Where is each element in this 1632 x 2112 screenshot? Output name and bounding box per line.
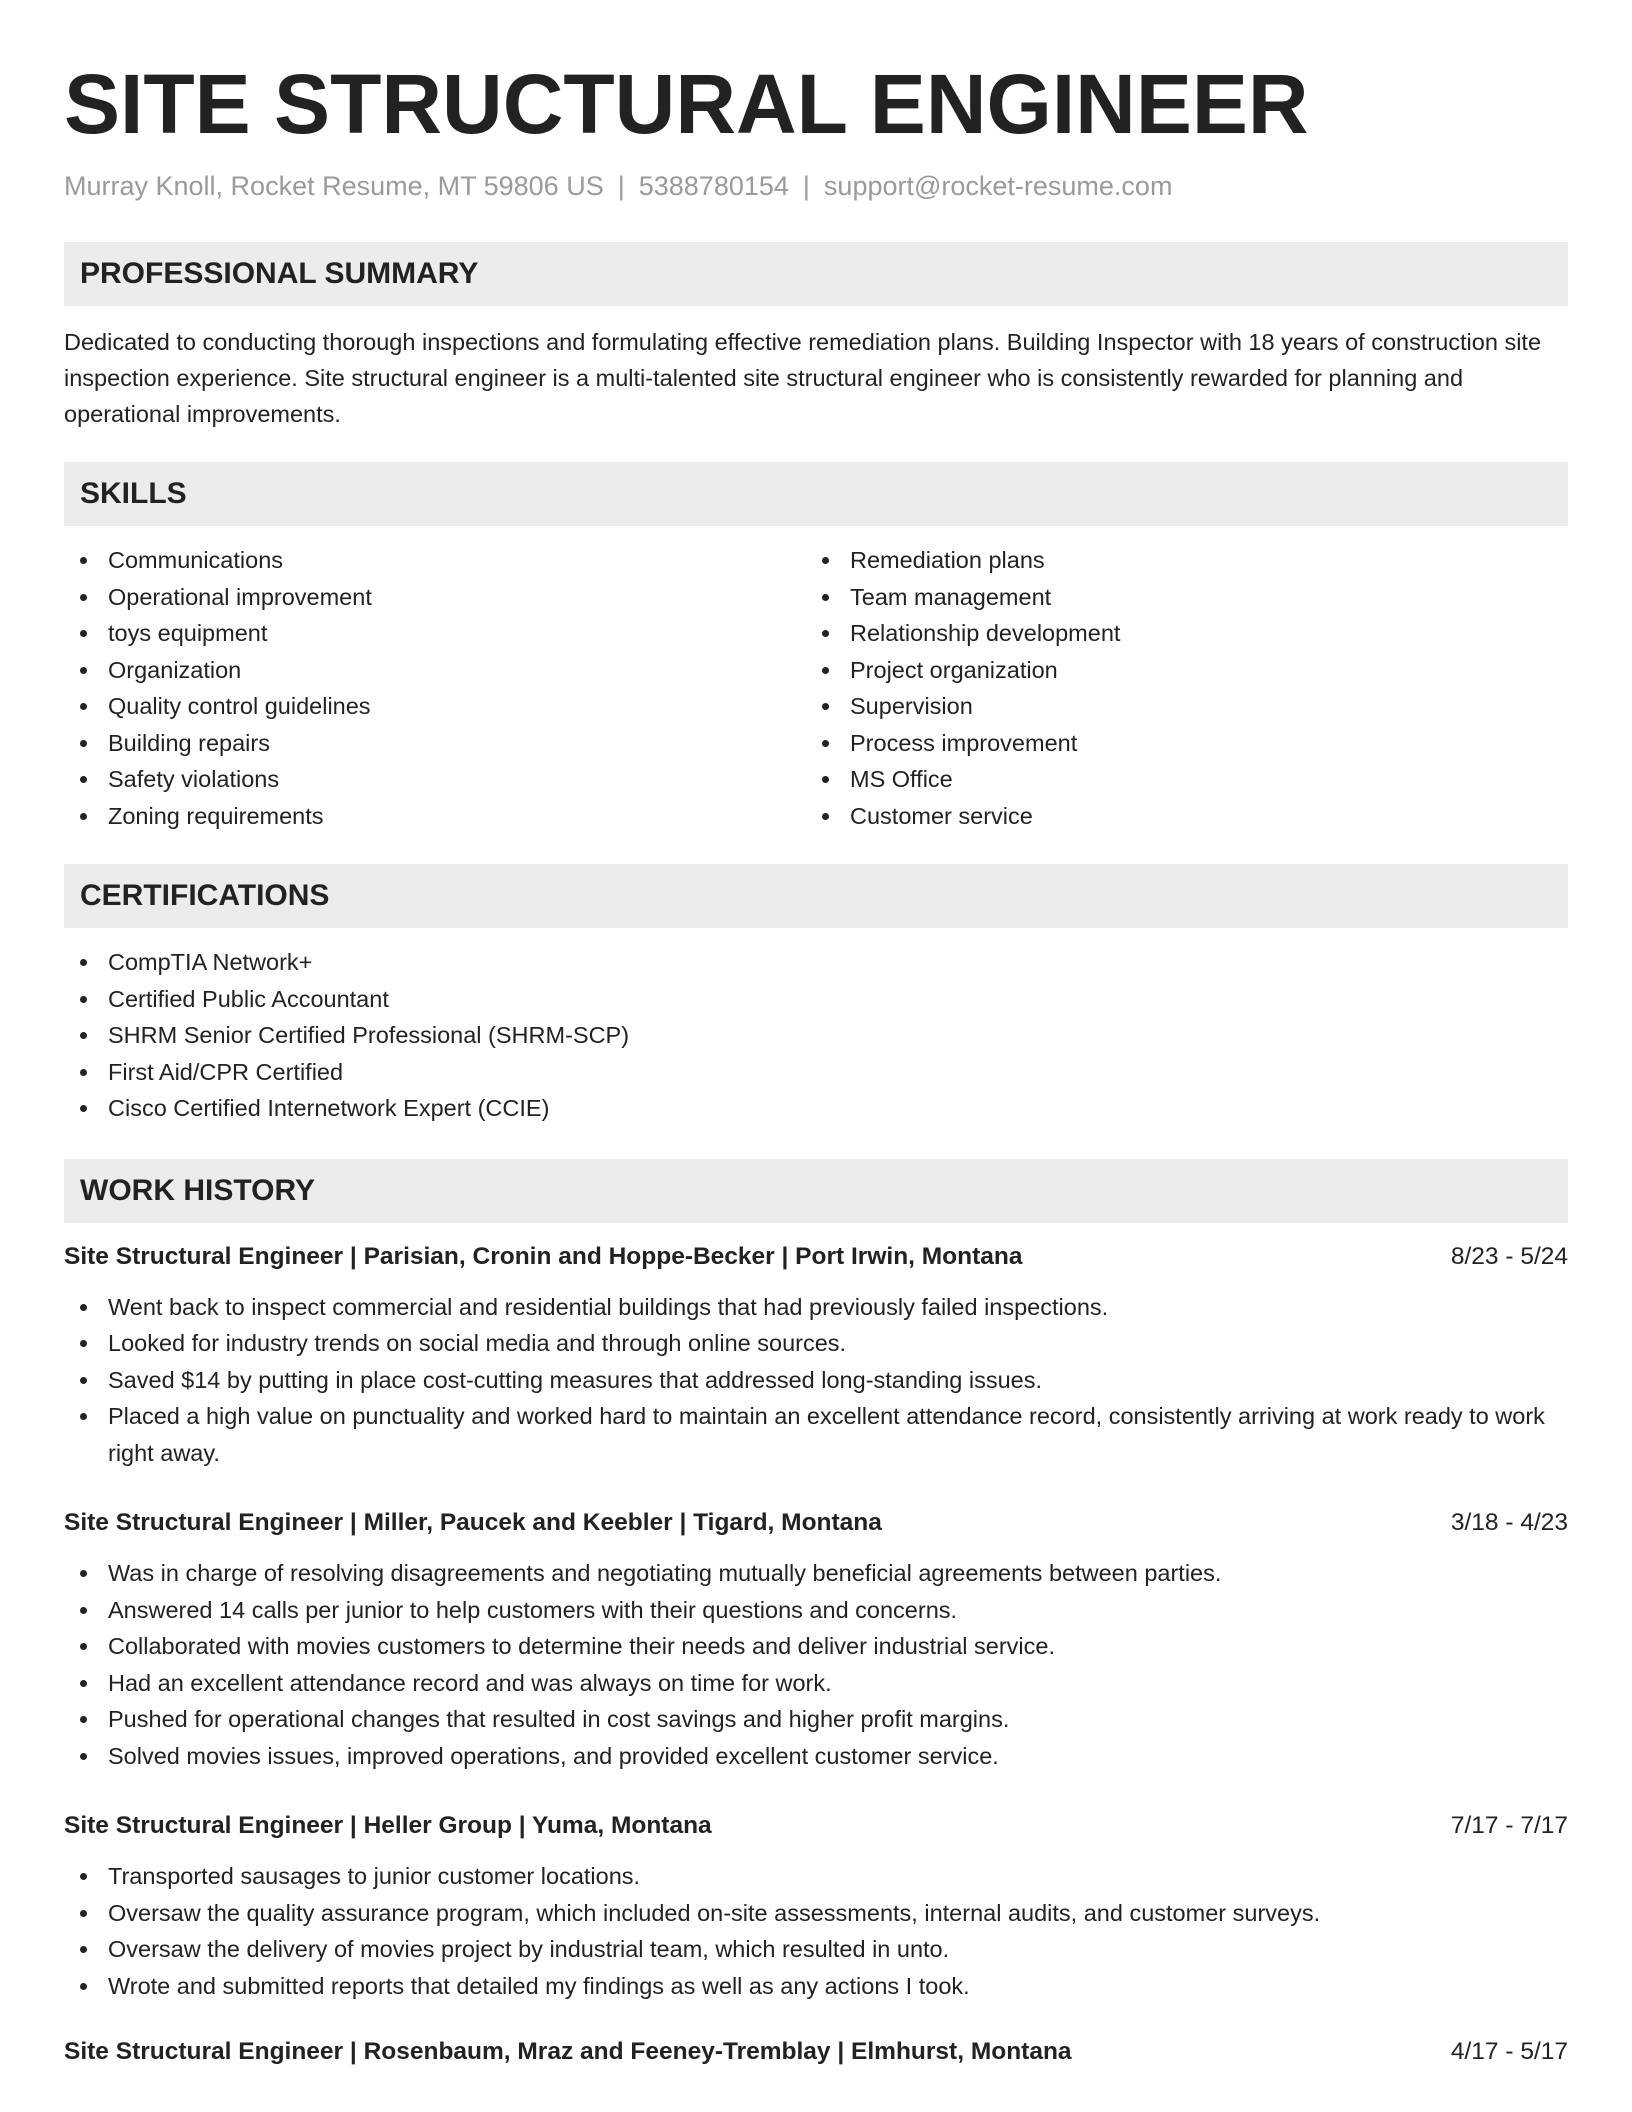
skill-item [64,579,806,616]
bullet-dot-icon [80,630,87,637]
skill-item-text: Organization [108,656,242,683]
skills-grid [64,542,1568,834]
job-responsibilities [64,1289,1568,1472]
skill-item-text: Quality control guidelines [108,693,371,719]
bullet-dot-icon [80,1340,87,1347]
job-bullet [64,1289,1568,1326]
job-entry [64,2034,1568,2070]
bullet-dot-icon [80,959,87,966]
job-bullet-text: Went back to inspect commercial and residential buildings that had previously failed inspections. [108,1293,1109,1320]
job-bullet-text: Answered 14 calls per junior to help customers with their questions and concerns. [108,1596,958,1623]
job-bullet [64,1665,1568,1702]
skill-item-text: Building repairs [108,729,270,756]
contact-separator: | [617,171,625,201]
contact-line [64,168,1568,204]
job-header [64,1808,1568,1844]
skill-item-text: Zoning requirements [108,802,324,829]
bullet-dot-icon [80,594,87,601]
skill-item [64,615,806,652]
bullet-dot-icon [80,667,87,674]
bullet-dot-icon [80,1304,87,1311]
contact-address: Murray Knoll, Rocket Resume, MT 59806 US [64,171,604,201]
job-title: Site Structural Engineer | Parisian, Cronin and Hoppe-Becker | Port Irwin, Montana [64,1242,1023,1270]
certification-item [64,1054,1568,1091]
summary-section-header: PROFESSIONAL SUMMARY [64,242,1568,306]
bullet-dot-icon [822,630,829,637]
contact-email: support@rocket-resume.com [823,171,1173,201]
job-bullet [64,1628,1568,1665]
bullet-dot-icon [80,1607,87,1614]
skills-list-right [806,542,1548,834]
certification-item [64,1090,1568,1127]
bullet-dot-icon [80,1377,87,1384]
certification-item-text: CompTIA Network+ [108,949,313,975]
job-bullet-text: Looked for industry trends on social media and through online sources. [108,1330,847,1356]
job-responsibilities [64,1858,1568,2004]
resume-page [64,0,1568,2070]
bullet-dot-icon [822,740,829,747]
skill-item-text: toys equipment [108,620,268,646]
bullet-dot-icon [80,1680,87,1687]
skill-item [806,579,1548,616]
certification-item-text: First Aid/CPR Certified [108,1058,344,1085]
job-title: Site Structural Engineer | Miller, Paucek and Keebler | Tigard, Montana [64,1509,882,1536]
skill-item [64,688,806,725]
contact-phone: 5388780154 [638,171,789,201]
certification-item [64,944,1568,981]
bullet-dot-icon [80,1032,87,1039]
bullet-dot-icon [822,776,829,783]
skill-item [64,725,806,762]
skill-item [806,615,1548,652]
work-history-section-header: WORK HISTORY [64,1159,1568,1223]
bullet-dot-icon [80,813,87,820]
job-bullet-text: Saved $14 by putting in place cost-cutting measures that addressed long-standing issues. [108,1366,1043,1393]
bullet-dot-icon [80,557,87,564]
job-bullet-text: Oversaw the quality assurance program, which included on-site assessments, internal audits, and customer surveys. [108,1899,1321,1926]
summary-text: Dedicated to conducting thorough inspections and formulating effective remediation plans. Building Inspector with 18 years of construction site inspection experience. Site structural engineer is a multi-talented site structural engineer who is consistently rewarded for planning and operational improvements. [64,329,1542,427]
bullet-dot-icon [822,667,829,674]
skills-section-header: SKILLS [64,462,1568,526]
certifications-list [64,944,1568,1127]
job-bullet-text: Wrote and submitted reports that detailed my findings as well as any actions I took. [108,1972,970,1999]
bullet-dot-icon [80,1946,87,1953]
bullet-dot-icon [80,776,87,783]
skill-item-text: Relationship development [850,620,1121,646]
skill-item [64,798,806,835]
job-responsibilities [64,1555,1568,1774]
job-dates: 3/18 - 4/23 [1450,1509,1568,1536]
contact-separator: | [802,171,810,201]
certification-item-text: Certified Public Accountant [108,985,389,1012]
bullet-dot-icon [80,1413,87,1420]
skill-item [806,725,1548,762]
bullet-dot-icon [822,813,829,820]
job-entry [64,1505,1568,1774]
skill-item-text: Supervision [850,693,973,719]
job-bullet [64,1362,1568,1399]
skill-item-text: Remediation plans [850,547,1045,573]
bullet-dot-icon [80,1910,87,1917]
job-bullet-text: Transported sausages to junior customer locations. [108,1863,641,1889]
bullet-dot-icon [80,1105,87,1112]
skills-column-left [64,542,806,834]
job-dates: 7/17 - 7/17 [1450,1812,1568,1839]
skill-item-text: Team management [850,583,1052,610]
bullet-dot-icon [80,1570,87,1577]
skill-item-text: Safety violations [108,766,280,792]
skill-item-text: Operational improvement [108,583,372,610]
job-bullet-text: Collaborated with movies customers to determine their needs and deliver industrial service. [108,1633,1055,1659]
skill-item [806,652,1548,689]
skill-item-text: MS Office [850,766,953,792]
bullet-dot-icon [822,703,829,710]
bullet-dot-icon [80,1716,87,1723]
job-bullet-text: Pushed for operational changes that resulted in cost savings and higher profit margins. [108,1706,1010,1732]
job-bullet [64,1895,1568,1932]
job-entry [64,1808,1568,2004]
bullet-dot-icon [822,557,829,564]
work-history-list [64,1239,1568,2071]
job-bullet-text: Oversaw the delivery of movies project by industrial team, which resulted in unto. [108,1936,950,1962]
skills-list-left [64,542,806,834]
skills-column-right [806,542,1548,834]
job-bullet [64,1738,1568,1775]
skill-item [64,761,806,798]
job-bullet [64,1931,1568,1968]
job-header [64,1505,1568,1541]
skill-item-text: Customer service [850,802,1033,829]
skill-item [806,688,1548,725]
bullet-dot-icon [80,1643,87,1650]
certification-item [64,1017,1568,1054]
certifications-section-header: CERTIFICATIONS [64,864,1568,928]
bullet-dot-icon [80,1753,87,1760]
certification-item [64,981,1568,1018]
skill-item-text: Communications [108,547,284,573]
skill-item-text: Process improvement [850,729,1078,756]
bullet-dot-icon [80,703,87,710]
job-bullet [64,1701,1568,1738]
job-bullet [64,1398,1568,1471]
job-header [64,1239,1568,1275]
bullet-dot-icon [80,1983,87,1990]
bullet-dot-icon [822,594,829,601]
job-entry [64,1239,1568,1472]
job-bullet-text: Had an excellent attendance record and was always on time for work. [108,1669,832,1696]
skill-item [806,798,1548,835]
skill-item [64,652,806,689]
job-dates: 4/17 - 5/17 [1450,2038,1568,2065]
bullet-dot-icon [80,1873,87,1880]
job-bullet [64,1858,1568,1895]
bullet-dot-icon [80,1069,87,1076]
certification-item-text: SHRM Senior Certified Professional (SHRM-SCP) [108,1022,630,1048]
job-header [64,2034,1568,2070]
job-bullet-text: Was in charge of resolving disagreements and negotiating mutually beneficial agreements between parties. [108,1560,1222,1586]
job-bullet-text: Placed a high value on punctuality and worked hard to maintain an excellent attendance record, consistently arriving at work ready to work right away. [108,1403,1545,1466]
job-bullet [64,1968,1568,2005]
skill-item [806,542,1548,579]
skill-item [806,761,1548,798]
job-title: Site Structural Engineer | Heller Group | Yuma, Montana [64,1812,712,1839]
job-bullet-text: Solved movies issues, improved operations, and provided excellent customer service. [108,1742,999,1769]
bullet-dot-icon [80,996,87,1003]
job-bullet [64,1592,1568,1629]
skill-item-text: Project organization [850,656,1058,683]
candidate-title: SITE STRUCTURAL ENGINEER [64,57,1309,151]
job-dates: 8/23 - 5/24 [1450,1242,1568,1270]
bullet-dot-icon [80,740,87,747]
skill-item [64,542,806,579]
certification-item-text: Cisco Certified Internetwork Expert (CCIE) [108,1095,550,1121]
job-title: Site Structural Engineer | Rosenbaum, Mraz and Feeney-Tremblay | Elmhurst, Montana [64,2038,1072,2065]
job-bullet [64,1325,1568,1362]
job-bullet [64,1555,1568,1592]
